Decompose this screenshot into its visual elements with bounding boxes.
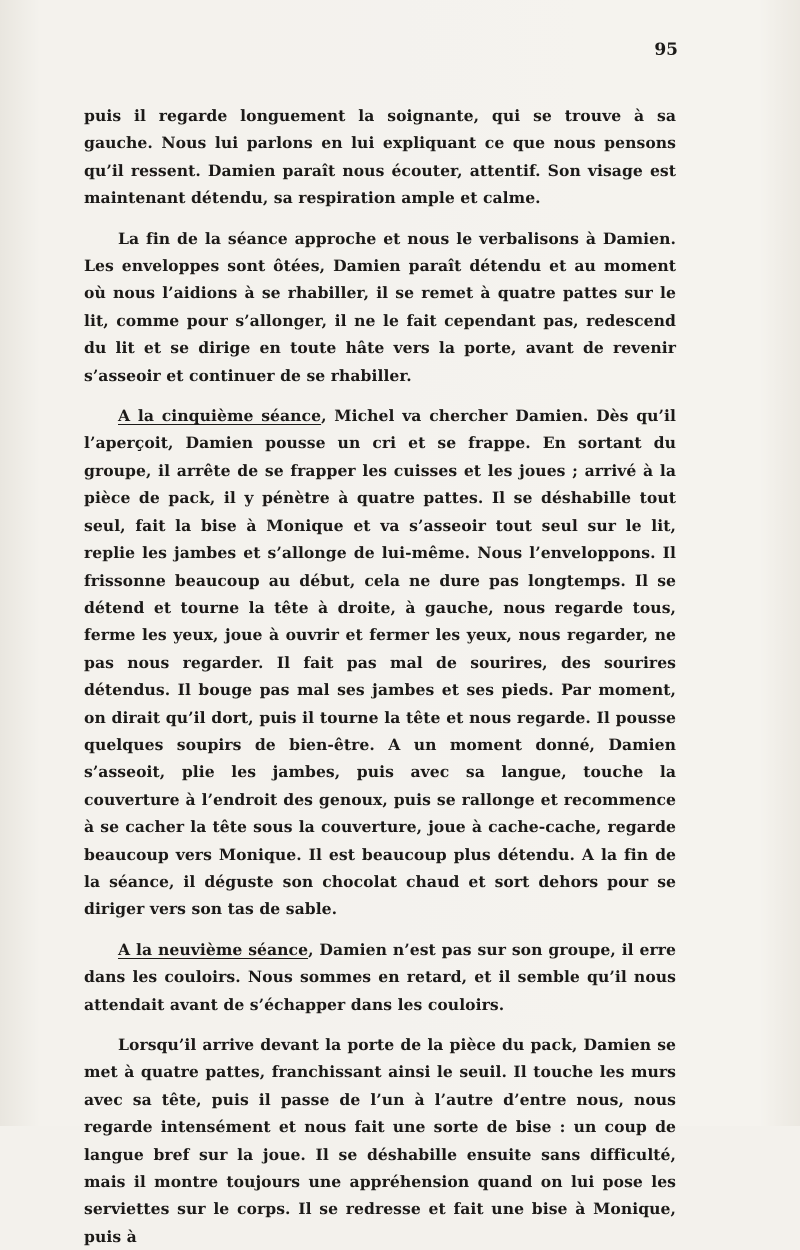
paragraph-5	[84, 1031, 676, 1250]
paragraph-3	[84, 402, 676, 923]
paragraph-text: Lorsqu’il arrive devant la porte de la pièce du pack, Damien se met à quatre pattes, franchissant ainsi le seuil. Il touche les murs avec sa tête, puis il passe de l’un à l’autre d’entre nous, nous regarde intensément et nous fait une sorte de bise : un coup de langue bref sur la joue. Il se déshabille ensuite sans difficulté, mais il montre toujours une appréhension quand on lui pose les serviettes sur le corps. Il se redresse et fait une bise à Monique, puis à	[84, 1035, 676, 1246]
paragraph-text: puis il regarde longuement la soignante, qui se trouve à sa gauche. Nous lui parlons en lui expliquant ce que nous pensons qu’il ressent. Damien paraît nous écouter, attentif. Son visage est maintenant détendu, sa respiration ample et calme.	[84, 106, 676, 208]
session-heading: A la neuvième séance	[118, 939, 309, 959]
body-text	[84, 102, 676, 1250]
session-heading: A la cinquième séance	[118, 406, 322, 426]
paragraph-1	[84, 102, 676, 212]
paragraph-2	[84, 225, 676, 389]
paragraph-4	[84, 936, 676, 1018]
paragraph-text: La fin de la séance approche et nous le verbalisons à Damien. Les enveloppes sont ôtées, Damien paraît détendu et au moment où nous l’aidions à se rhabiller, il se remet à quatre pattes sur le lit, comme pour s’allonger, il ne le fait cependant pas, redescend du lit et se dirige en toute hâte vers la porte, avant de revenir s’asseoir et continuer de se rhabiller.	[84, 228, 676, 385]
paragraph-text: , Michel va chercher Damien. Dès qu’il l’aperçoit, Damien pousse un cri et se frappe. En sortant du groupe, il arrête de se frapper les cuisses et les joues ; arrivé à la pièce de pack, il y pénètre à quatre pattes. Il se déshabille tout seul, fait la bise à Monique et va s’asseoir tout seul sur le lit, replie les jambes et s’allonge de lui-même. Nous l’enveloppons. Il frissonne beaucoup au début, cela ne dure pas longtemps. Il se détend et tourne la tête à droite, à gauche, nous regarde tous, ferme les yeux, joue à ouvrir et fermer les yeux, nous regarder, ne pas nous regarder. Il fait pas mal de sourires, des sourires détendus. Il bouge pas mal ses jambes et ses pieds. Par moment, on dirait qu’il dort, puis il tourne la tête et nous regarde. Il pousse quelques soupirs de bien-être. A un moment donné, Damien s’asseoit, plie les jambes, puis avec sa langue, touche la couverture à l’endroit des genoux, puis se rallonge et recommence à se cacher la tête sous la couverture, joue à cache-cache, regarde beaucoup vers Monique. Il est beaucoup plus détendu. A la fin de la séance, il déguste son chocolat chaud et sort dehors pour se diriger vers son tas de sable.	[84, 406, 676, 919]
page-number: 95	[654, 40, 678, 60]
paragraph-text: , Damien n’est pas sur son groupe, il erre dans les couloirs. Nous sommes en retard, et il semble qu’il nous attendait avant de s’échapper dans les couloirs.	[84, 939, 676, 1014]
